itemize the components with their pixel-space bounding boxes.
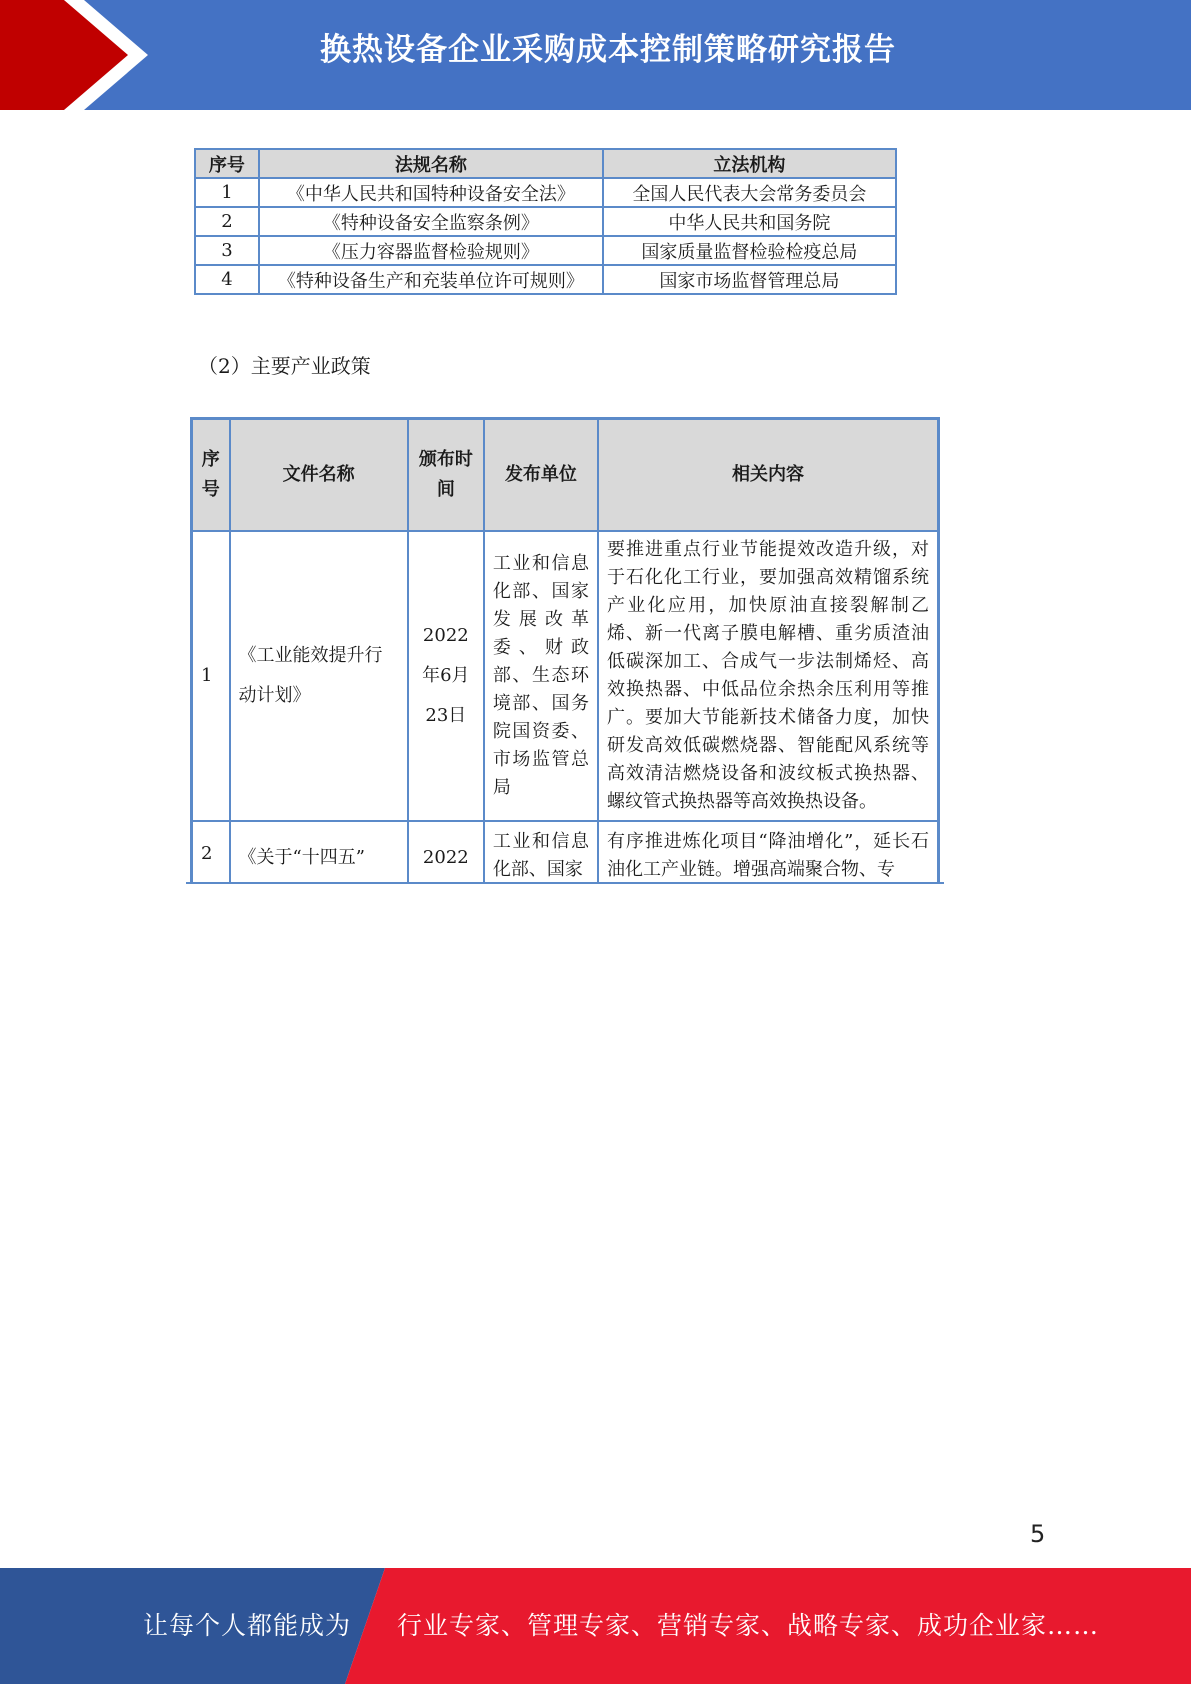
cell-legislature: 国家市场监督管理总局 [603,265,896,294]
regulations-table [194,148,897,295]
col-header-legislature: 立法机构 [603,149,896,178]
table-row [192,821,939,883]
table-row [192,531,939,821]
footer-slogan-right: 行业专家、管理专家、营销专家、战略专家、成功企业家…… [397,1611,1100,1640]
cell-document-name: 《关于“十四五” [230,821,408,883]
footer-slogan-left: 让每个人都能成为 [143,1611,352,1640]
policy-table [190,417,940,883]
cell-publisher: 工业和信息化部、国家 [484,821,598,883]
col-header-publisher: 发布单位 [484,419,598,532]
cell-index: 2 [195,207,259,236]
cell-regulation-name: 《压力容器监督检验规则》 [259,236,603,265]
col-header-index: 序号 [192,419,230,532]
table-row [195,207,896,236]
page-header [0,0,1191,110]
cell-index: 1 [195,178,259,207]
cell-index: 4 [195,265,259,294]
cell-legislature: 国家质量监督检验检疫总局 [603,236,896,265]
cell-legislature: 中华人民共和国务院 [603,207,896,236]
cell-publisher: 工业和信息化部、国家发展改革委、财政部、生态环境部、国务院国资委、市场监管总局 [484,531,598,821]
col-header-content: 相关内容 [598,419,938,532]
table-header-row [195,149,896,178]
cell-regulation-name: 《特种设备安全监察条例》 [259,207,603,236]
col-header-document-name: 文件名称 [230,419,408,532]
table-row [195,178,896,207]
page-number: 5 [1030,1520,1046,1548]
policy-table-container [186,417,944,883]
cell-document-name: 《工业能效提升行动计划》 [230,531,408,821]
header-title: 换热设备企业采购成本控制策略研究报告 [320,32,896,68]
cell-regulation-name: 《中华人民共和国特种设备安全法》 [259,178,603,207]
col-header-issue-date: 颁布时间 [408,419,484,532]
cell-issue-date: 2022年6月23日 [408,531,484,821]
cell-legislature: 全国人民代表大会常务委员会 [603,178,896,207]
table-header-row [192,419,939,532]
section-heading: （2）主要产业政策 [198,354,371,378]
cell-content: 有序推进炼化项目“降油增化”，延长石油化工产业链。增强高端聚合物、专 [598,821,938,883]
col-header-regulation-name: 法规名称 [259,149,603,178]
cell-regulation-name: 《特种设备生产和充装单位许可规则》 [259,265,603,294]
table-row [195,265,896,294]
cell-content: 要推进重点行业节能提效改造升级，对于石化化工行业，要加强高效精馏系统产业化应用，加快原油直接裂解制乙烯、新一代离子膜电解槽、重劣质渣油低碳深加工、合成气一步法制烯烃、高效换热器、中低品位余热余压利用等推广。要加大节能新技术储备力度，加快研发高效低碳燃烧器、智能配风系统等高效清洁燃烧设备和波纹板式换热器、螺纹管式换热器等高效换热设备。 [598,531,938,821]
page-footer [0,1568,1191,1684]
cell-issue-date: 2022 [408,821,484,883]
cell-index: 3 [195,236,259,265]
col-header-index: 序号 [195,149,259,178]
cell-index: 1 [192,531,230,821]
cell-index: 2 [192,821,230,883]
table-cutoff-line [186,882,944,884]
table-row [195,236,896,265]
